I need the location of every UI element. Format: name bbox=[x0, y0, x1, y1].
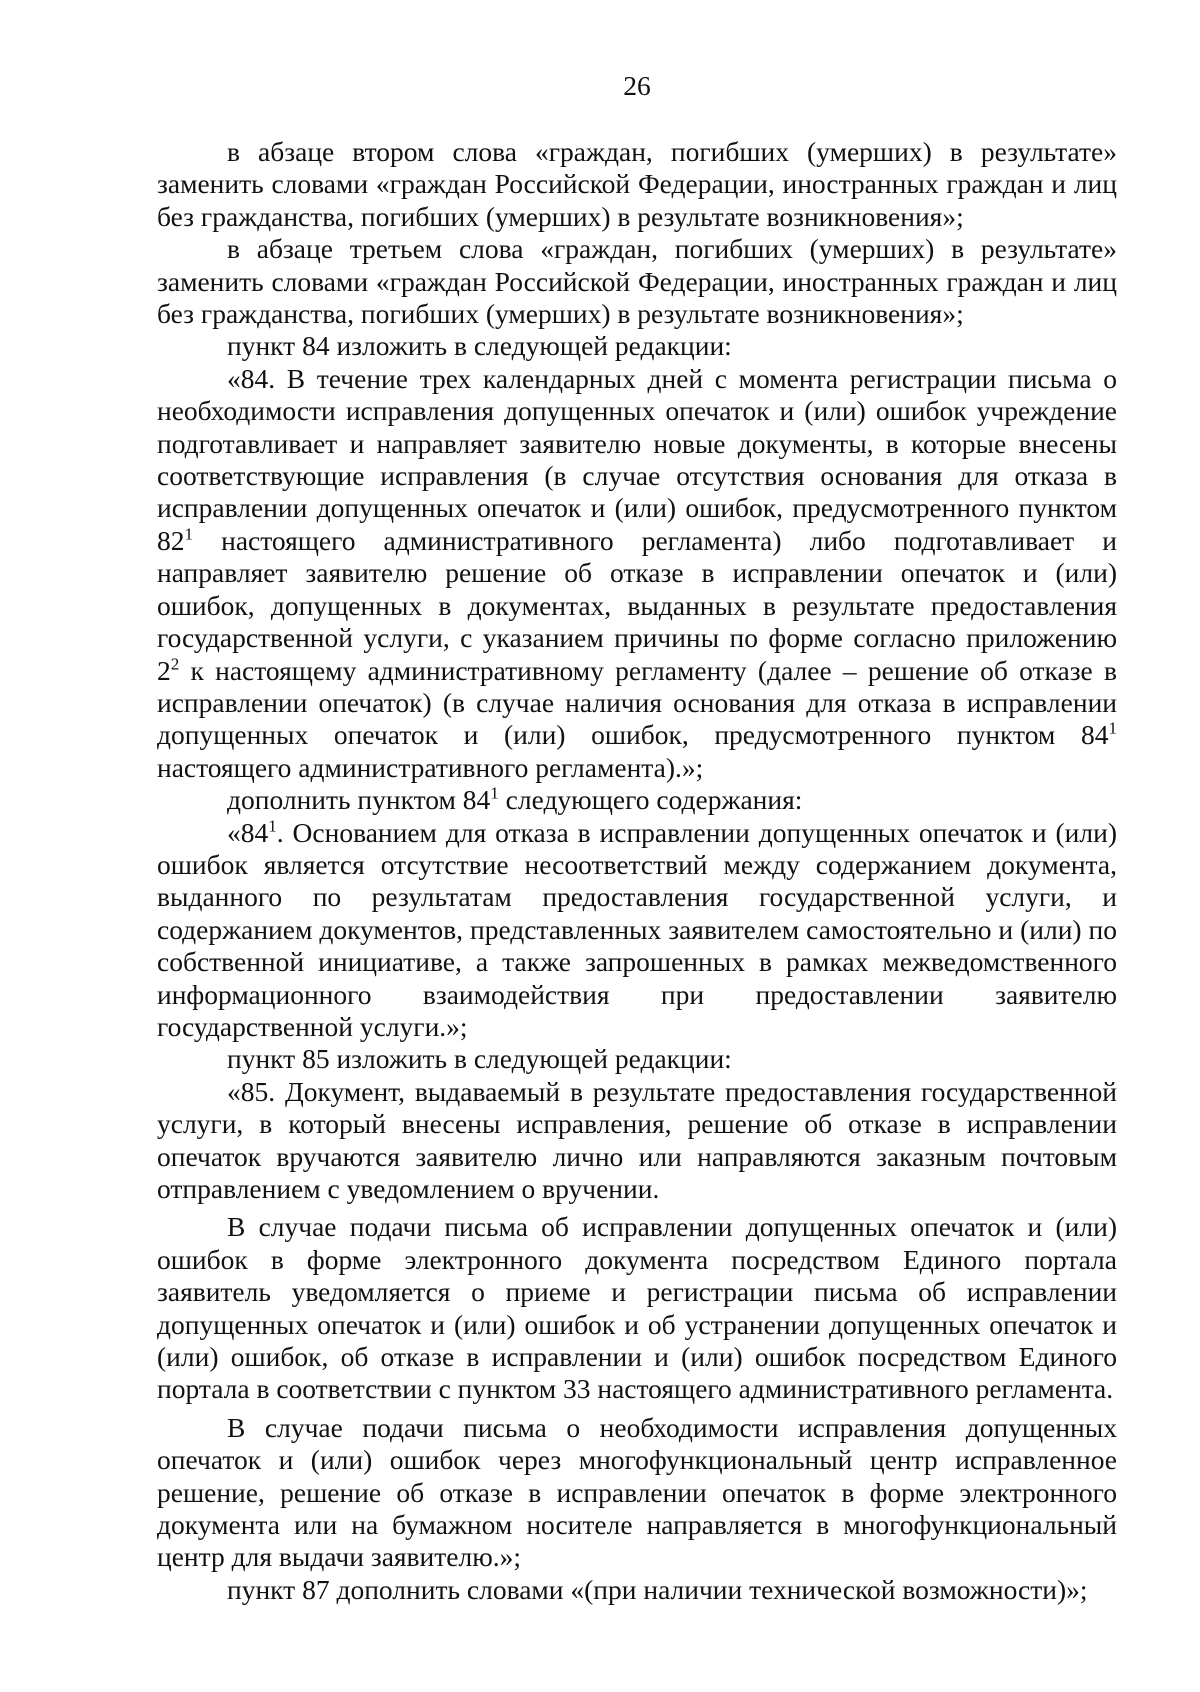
superscript: 1 bbox=[1108, 718, 1117, 738]
text-run: . Основанием для отказа в исправлении допущенных опечаток и (или) ошибок является отсутствие несоответствий между содержанием документа, выданного по результатам предоставления государственной услуги, и содержанием документов, представленных заявителем самостоятельно и (или) по собственной инициативе, а также запрошенных в рамках межведомственного информационного взаимодействия при предоставлении заявителю государственной услуги.»; bbox=[157, 816, 1117, 1042]
paragraph-punkt-84-1-intro bbox=[157, 784, 1117, 816]
text-run: дополнить пунктом 84 bbox=[227, 784, 491, 816]
paragraph-abzats-vtorom: в абзаце втором слова «граждан, погибших (умерших) в результате» заменить словами «граждан Российской Федерации, иностранных граждан и лиц без гражданства, погибших (умерших) в результате возникновения»; bbox=[157, 136, 1117, 232]
paragraph-punkt-84-intro: пункт 84 изложить в следующей редакции: bbox=[227, 330, 732, 362]
paragraph-punkt-84-text bbox=[157, 363, 1117, 784]
text-run: «84. В течение трех календарных дней с момента регистрации письма о необходимости исправления допущенных опечаток и (или) ошибок учреждение подготавливает и направляет заявителю новые документы, в которые внесены соответствующие исправления (в случае отсутствия основания для отказа в исправлении допущенных опечаток и (или) ошибок, предусмотренного пунктом 82 bbox=[157, 362, 1117, 556]
paragraph-mfc: В случае подачи письма о необходимости исправления допущенных опечаток и (или) ошибок через многофункциональный центр исправленное решение, решение об отказе в исправлении опечаток в форме электронного документа или на бумажном носителе направляется в многофункциональный центр для выдачи заявителю.»; bbox=[157, 1411, 1117, 1573]
paragraph-punkt-84-1-text bbox=[157, 817, 1117, 1044]
superscript: 2 bbox=[170, 653, 180, 673]
text-run: настоящего административного регламента) либо подготавливает и направляет заявителю решение об отказе в исправлении опечаток и (или) ошибок, допущенных в документах, выданных в результате предоставления государственной услуги, с указанием причины по форме согласно приложению 2 bbox=[157, 524, 1117, 686]
superscript: 1 bbox=[268, 815, 277, 835]
page-number: 26 bbox=[623, 70, 651, 101]
superscript: 1 bbox=[490, 783, 499, 803]
text-run: настоящего административного регламента).»; bbox=[157, 751, 704, 783]
text-run: к настоящему административному регламенту (далее – решение об отказе в исправлении опечаток) (в случае наличия основания для отказа в исправлении допущенных опечаток и (или) ошибок, предусмотренного пунктом 84 bbox=[157, 654, 1117, 751]
document-page bbox=[157, 70, 1117, 1606]
paragraph-punkt-85-intro: пункт 85 изложить в следующей редакции: bbox=[227, 1043, 732, 1075]
text-run: «84 bbox=[227, 816, 269, 848]
superscript: 1 bbox=[184, 524, 194, 544]
paragraph-edinyi-portal: В случае подачи письма об исправлении допущенных опечаток и (или) ошибок в форме электронного документа посредством Единого портала заявитель уведомляется о приеме и регистрации письма об исправлении допущенных опечаток и (или) ошибок и об устранении допущенных опечаток и (или) ошибок, об отказе в исправлении и (или) ошибок посредством Единого портала в соответствии с пунктом 33 настоящего административного регламента. bbox=[157, 1211, 1117, 1405]
paragraph-punkt-85-text: «85. Документ, выдаваемый в результате предоставления государственной услуги, в который внесены исправления, решение об отказе в исправлении опечаток вручаются заявителю лично или направляются заказным почтовым отправлением с уведомлением о вручении. bbox=[157, 1075, 1117, 1204]
text-run: следующего содержания: bbox=[498, 784, 803, 816]
paragraph-punkt-87: пункт 87 дополнить словами «(при наличии технической возможности)»; bbox=[227, 1573, 1088, 1605]
paragraph-abzats-tretem: в абзаце третьем слова «граждан, погибших (умерших) в результате» заменить словами «граждан Российской Федерации, иностранных граждан и лиц без гражданства, погибших (умерших) в результате возникновения»; bbox=[157, 233, 1117, 330]
